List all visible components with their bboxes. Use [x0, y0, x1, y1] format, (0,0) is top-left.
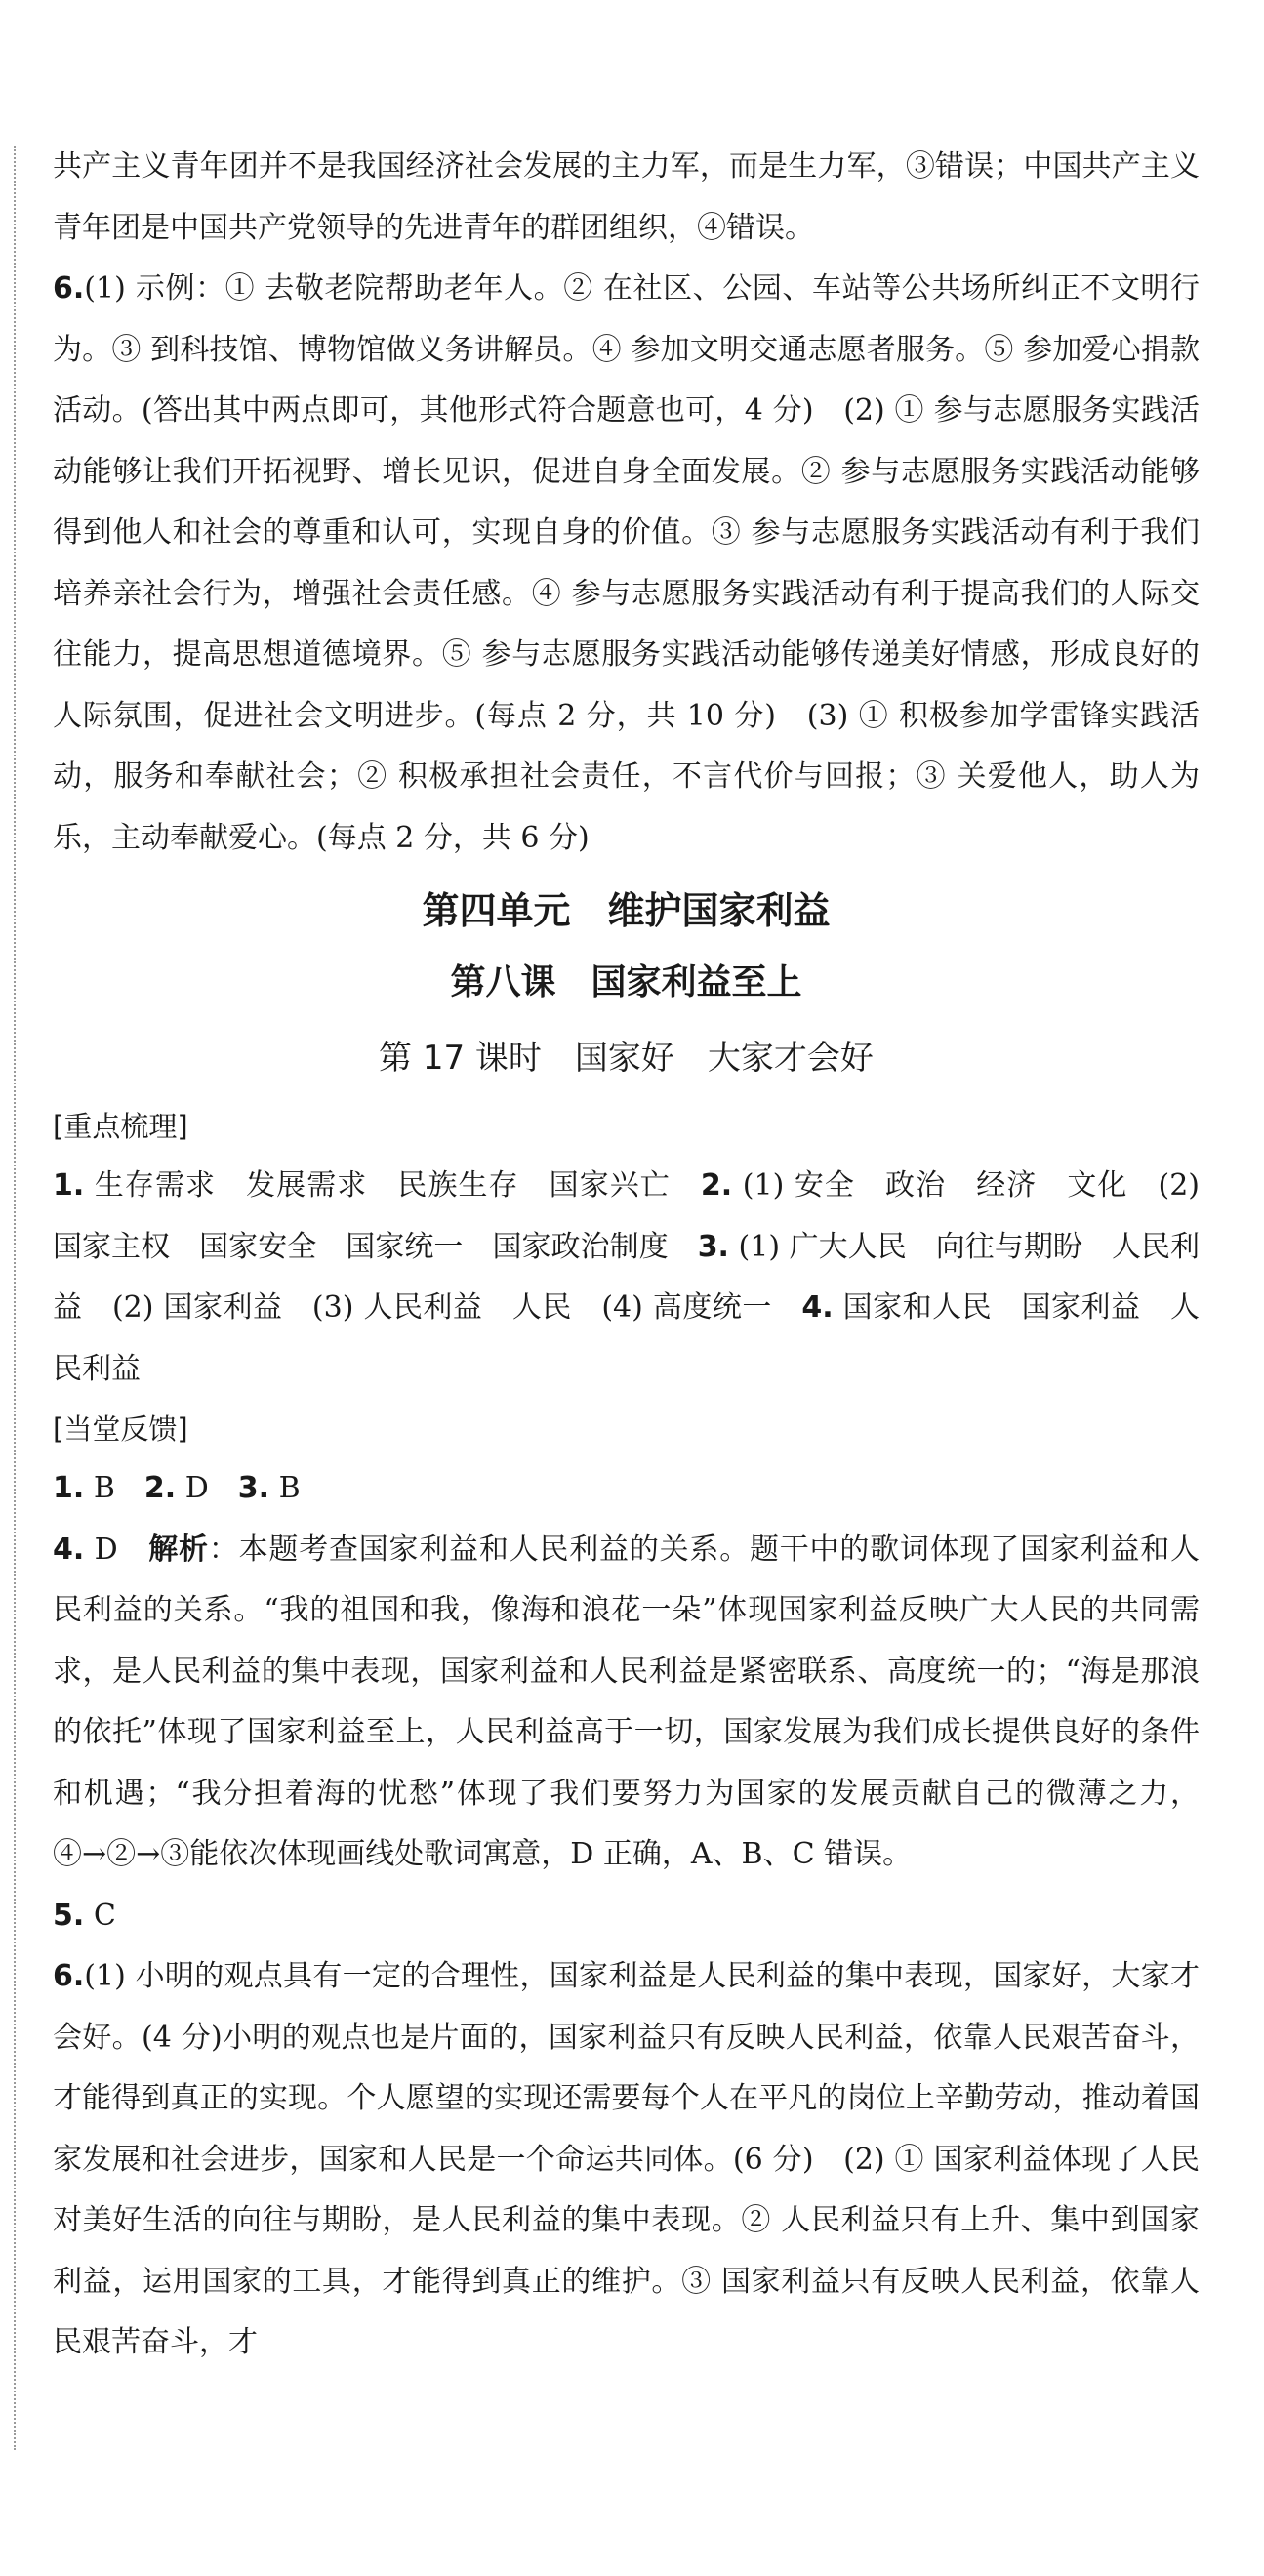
item-number: 4.	[801, 1290, 834, 1325]
question-6-feedback-answer	[53, 1946, 1200, 2374]
period-title: 第 17 课时 国家好 大家才会好	[379, 1039, 874, 1078]
item-number: 6.	[53, 1959, 85, 1993]
item-text: (1) 广大人民 向往与期盼 人民利益 (2) 国家利益 (3) 人民利益 人民 (4) 高度统一	[53, 1229, 1201, 1325]
answer-letter: B	[93, 1471, 144, 1505]
item-text: (1) 安全 政治 经济 文化 (2) 国家主权 国家安全 国家统一 国家政治制度	[53, 1168, 1200, 1264]
item-number: 3.	[697, 1229, 729, 1264]
answer-letter: C	[93, 1898, 116, 1933]
answer-5	[53, 1886, 1200, 1947]
lesson-title: 第八课 国家利益至上	[450, 962, 802, 1002]
question-4-analysis	[53, 1520, 1200, 1886]
section-heading-feedback: [当堂反馈]	[53, 1412, 188, 1446]
question-6-feedback-text: (1) 小明的观点具有一定的合理性，国家利益是人民利益的集中表现，国家好，大家才会好。(4 分)小明的观点也是片面的，国家利益只有反映人民利益，依靠人民艰苦奋斗，才能得到真正的实现。个人愿望的实现还需要每个人在平凡的岗位上辛勤劳动，推动着国家发展和社会进步，国家和人民是一个命运共同体。(6 分) (2) ① 国家利益体现了人民对美好生活的向往与期盼，是人民利益的集中表现。② 人民利益只有上升、集中到国家利益，运用国家的工具，才能得到真正的维护。③ 国家利益只有反映人民利益，依靠人民艰苦奋斗，才	[53, 1959, 1200, 2359]
item-number: 2.	[143, 1471, 177, 1505]
answers-1-3	[53, 1458, 1200, 1520]
analysis-label: 解析	[148, 1532, 209, 1567]
answer-letter: B	[278, 1471, 301, 1505]
question-6-answer	[53, 259, 1200, 869]
question-6-text: (1) 示例：① 去敬老院帮助老年人。② 在社区、公园、车站等公共场所纠正不文明行为。③ 到科技馆、博物馆做义务讲解员。④ 参加文明交通志愿者服务。⑤ 参加爱心捐款活动。(答出其中两点即可，其他形式符合题意也可，4 分) (2) ① 参与志愿服务实践活动能够让我们开拓视野、增长见识，促进自身全面发展。② 参与志愿服务实践活动能够得到他人和社会的尊重和认可，实现自身的价值。③ 参与志愿服务实践活动有利于我们培养亲社会行为，增强社会责任感。④ 参与志愿服务实践活动有利于提高我们的人际交往能力，提高思想道德境界。⑤ 参与志愿服务实践活动能够传递美好情感，形成良好的人际氛围，促进社会文明进步。(每点 2 分，共 10 分) (3) ① 积极参加学雷锋实践活动，服务和奉献社会；② 积极承担社会责任，不言代价与回报；③ 关爱他人，助人为乐，主动奉献爱心。(每点 2 分，共 6 分)	[53, 271, 1200, 855]
answer-content	[53, 137, 1200, 2374]
paragraph-cyl-errors: 共产主义青年团并不是我国经济社会发展的主力军，而是生力军，③错误；中国共产主义青年团是中国共产党领导的先进青年的群团组织，④错误。	[53, 149, 1200, 245]
answer-letter: D	[94, 1532, 149, 1567]
answer-letter: D	[184, 1471, 238, 1505]
item-number: 2.	[700, 1168, 733, 1203]
key-points-paragraph	[53, 1156, 1200, 1400]
item-text: 国家和人民 国家利益 人民利益	[53, 1290, 1201, 1386]
item-text: 生存需求 发展需求 民族生存 国家兴亡	[94, 1168, 701, 1203]
binding-margin-line	[14, 146, 16, 2450]
item-number: 3.	[237, 1471, 270, 1505]
section-heading-key-points: [重点梳理]	[53, 1110, 188, 1143]
question-number: 6.	[53, 271, 85, 306]
item-number: 1.	[53, 1168, 85, 1203]
item-number: 1.	[53, 1471, 85, 1505]
item-number: 4.	[53, 1532, 85, 1567]
analysis-text: ：本题考查国家利益和人民利益的关系。题干中的歌词体现了国家利益和人民利益的关系。“我的祖国和我，像海和浪花一朵”体现国家利益反映广大人民的共同需求，是人民利益的集中表现，国家利益和人民利益是紧密联系、高度统一的；“海是那浪的依托”体现了国家利益至上，人民利益高于一切，国家发展为我们成长提供良好的条件和机遇；“我分担着海的忧愁”体现了我们要努力为国家的发展贡献自己的微薄之力，④→②→③能依次体现画线处歌词寓意，D 正确，A、B、C 错误。	[53, 1532, 1201, 1871]
item-number: 5.	[53, 1898, 85, 1933]
unit-title: 第四单元 维护国家利益	[422, 889, 831, 932]
